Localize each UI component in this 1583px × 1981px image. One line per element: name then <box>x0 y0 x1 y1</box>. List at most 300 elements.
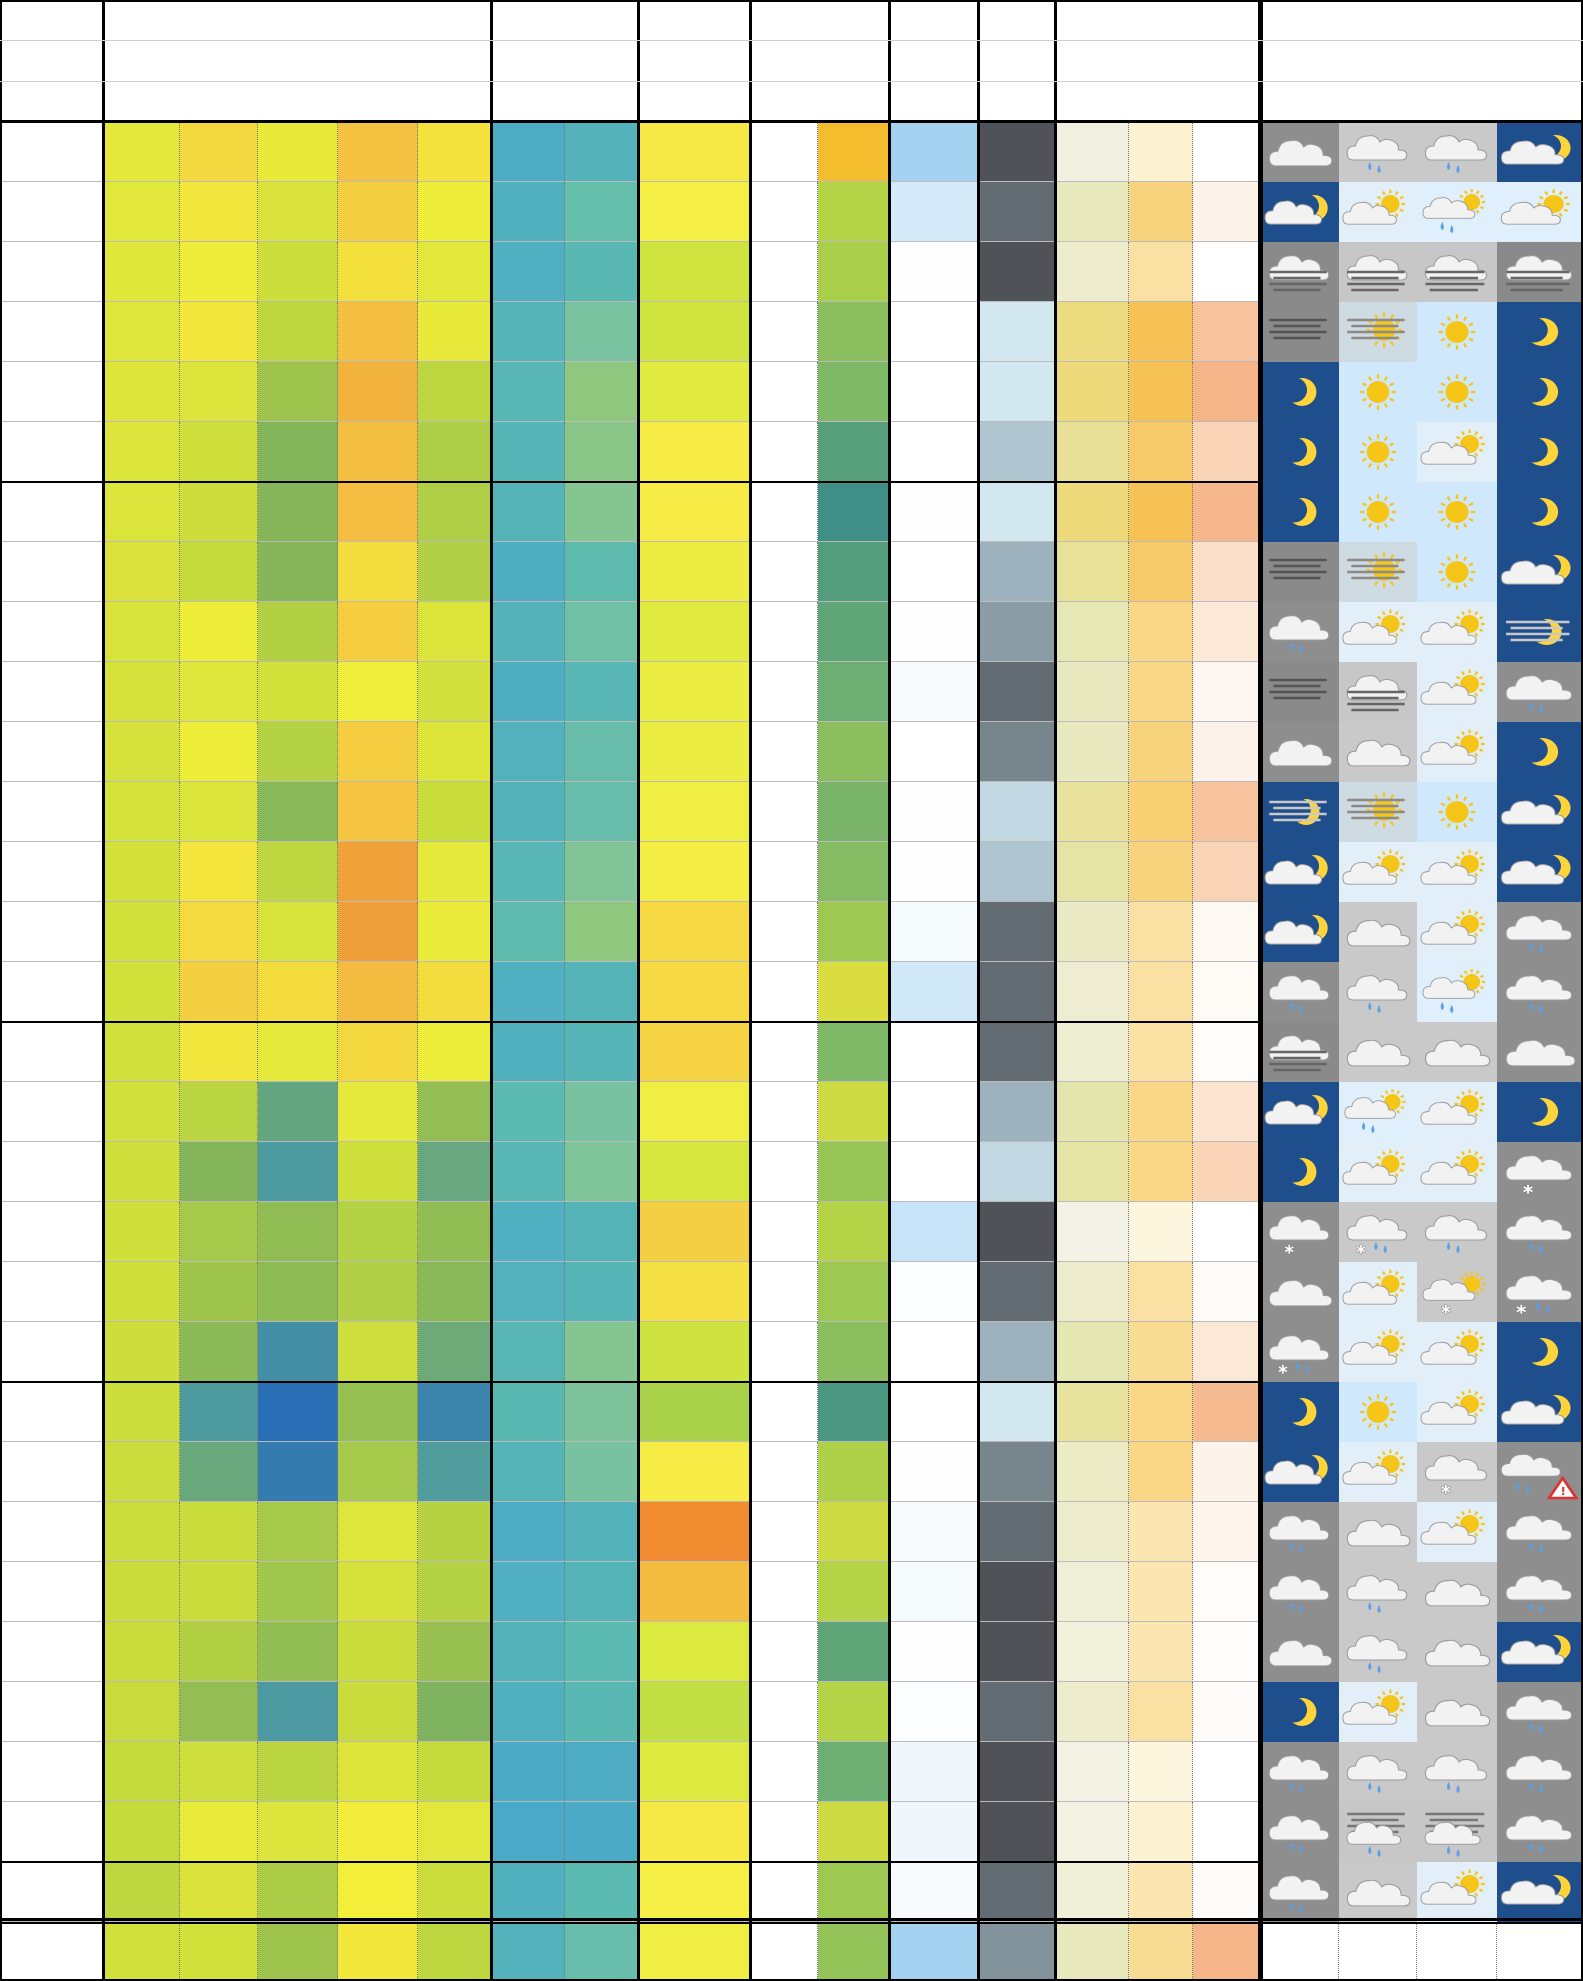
cell-temp-min <box>258 782 338 842</box>
cell-taupunkt <box>418 1622 491 1682</box>
cell-feuchte-mittel <box>491 242 565 302</box>
grid-line <box>888 0 891 1981</box>
cell-bewoelkung <box>978 1682 1055 1742</box>
summary-feuchte-mittel <box>491 1922 565 1981</box>
cell-sonne-dauer <box>1193 1622 1259 1682</box>
row-date <box>0 1682 103 1742</box>
cell-uv <box>1129 122 1193 182</box>
cloud-rain-icon <box>1261 1562 1339 1622</box>
cloud-rain-icon <box>1497 902 1583 962</box>
cloud-sun-icon <box>1417 1142 1497 1202</box>
cell-temp-min <box>258 1382 338 1442</box>
cell-temp-max <box>338 122 418 182</box>
header-bewoelkung <box>978 0 1055 40</box>
cell-temp-max <box>338 482 418 542</box>
cell-feuchte-mittel <box>491 482 565 542</box>
cell-taupunkt <box>418 902 491 962</box>
cell-niederschlag <box>889 782 978 842</box>
row-date <box>0 122 103 182</box>
row-date <box>0 602 103 662</box>
cell-sonne-dauer <box>1193 1382 1259 1442</box>
cell-luftdruck <box>638 1442 750 1502</box>
header-period-2 <box>1417 81 1497 121</box>
cell-reales-mittel <box>180 1802 258 1862</box>
grid-line <box>0 481 1259 483</box>
cloud-snow-icon <box>1417 1442 1497 1502</box>
cell-sonne-int <box>1055 1322 1129 1382</box>
cell-uv <box>1129 422 1193 482</box>
cell-temp-max <box>338 962 418 1022</box>
cloud-rain-icon <box>1339 1562 1417 1622</box>
cell-klimamittel <box>103 902 180 962</box>
header-sub-temp-min <box>258 40 338 81</box>
cloud-rain-icon <box>1261 962 1339 1022</box>
header-period-1 <box>1339 81 1417 121</box>
cell-feuchte-mittel <box>491 722 565 782</box>
svg-text:✱: ✱ <box>1440 1483 1452 1498</box>
cell-klimamittel <box>103 422 180 482</box>
cell-sonne-int <box>1055 1622 1129 1682</box>
fog-sun-icon <box>1339 782 1417 842</box>
grid-line <box>490 0 493 1981</box>
cell-boeen <box>818 362 889 422</box>
cell-sonne-int <box>1055 1502 1129 1562</box>
cell-feuchte-min <box>565 122 638 182</box>
cell-klimamittel <box>103 542 180 602</box>
row-date <box>0 962 103 1022</box>
cell-feuchte-min <box>565 362 638 422</box>
cell-uv <box>1129 1502 1193 1562</box>
cell-boeen <box>818 422 889 482</box>
fog-cloud-icon <box>1339 242 1417 302</box>
cell-klimamittel <box>103 1742 180 1802</box>
cell-klimamittel <box>103 1862 180 1922</box>
cell-sonne-dauer <box>1193 1442 1259 1502</box>
cell-temp-min <box>258 122 338 182</box>
cell-boeen <box>818 1262 889 1322</box>
cell-feuchte-mittel <box>491 1622 565 1682</box>
moon-icon <box>1497 362 1583 422</box>
cell-bewoelkung <box>978 1742 1055 1802</box>
cell-uv <box>1129 482 1193 542</box>
cell-boeen <box>818 1082 889 1142</box>
sun-icon <box>1339 482 1417 542</box>
header-unit-taupunkt <box>418 81 491 121</box>
cell-luftdruck <box>638 1682 750 1742</box>
moon-icon <box>1497 302 1583 362</box>
cell-feuchte-min <box>565 482 638 542</box>
cloud-rain-icon <box>1339 962 1417 1022</box>
row-date <box>0 902 103 962</box>
cell-boeen <box>818 1562 889 1622</box>
cloud-moon-icon <box>1497 122 1583 182</box>
cloud-moon-icon <box>1497 842 1583 902</box>
cell-feuchte-mittel <box>491 302 565 362</box>
cell-temp-max <box>338 1082 418 1142</box>
cell-uv <box>1129 902 1193 962</box>
cloud-sun-icon <box>1339 842 1417 902</box>
cell-boeen <box>818 782 889 842</box>
cell-niederschlag <box>889 1142 978 1202</box>
cell-luftdruck <box>638 902 750 962</box>
cell-niederschlag <box>889 1802 978 1862</box>
cell-feuchte-min <box>565 422 638 482</box>
cell-taupunkt <box>418 782 491 842</box>
header-unit-reales-mittel <box>180 81 258 121</box>
cell-taupunkt <box>418 1802 491 1862</box>
cell-bewoelkung <box>978 1322 1055 1382</box>
header-sub-sonne-int <box>1055 40 1129 81</box>
cell-sonne-int <box>1055 1262 1129 1322</box>
summary-temp-max <box>338 1922 418 1981</box>
cloud-sun-rain-icon <box>1417 962 1497 1022</box>
cell-sonne-dauer <box>1193 242 1259 302</box>
cell-sonne-int <box>1055 602 1129 662</box>
summary-niederschlag <box>889 1922 978 1981</box>
header-divider <box>0 40 1583 41</box>
fog-rain-icon <box>1339 1802 1417 1862</box>
grid-line <box>0 0 1583 2</box>
cloud-rain-icon <box>1497 1682 1583 1742</box>
cell-sonne-int <box>1055 722 1129 782</box>
cell-niederschlag <box>889 1262 978 1322</box>
cell-uv <box>1129 1142 1193 1202</box>
cell-reales-mittel <box>180 1682 258 1742</box>
cell-taupunkt <box>418 542 491 602</box>
fog-icon <box>1261 662 1339 722</box>
cell-temp-max <box>338 1382 418 1442</box>
cell-taupunkt <box>418 842 491 902</box>
cell-luftdruck <box>638 1142 750 1202</box>
row-date <box>0 422 103 482</box>
grid-line <box>977 0 980 1981</box>
cloud-sun-icon <box>1417 722 1497 782</box>
cloud-rain-icon <box>1417 1202 1497 1262</box>
cell-feuchte-min <box>565 842 638 902</box>
cell-temp-min <box>258 1622 338 1682</box>
cell-feuchte-min <box>565 182 638 242</box>
sun-icon <box>1417 542 1497 602</box>
cell-reales-mittel <box>180 1862 258 1922</box>
cell-taupunkt <box>418 482 491 542</box>
cell-sonne-int <box>1055 362 1129 422</box>
grid-line <box>749 0 752 1981</box>
header-unit-temp-min <box>258 81 338 121</box>
cloud-sun-icon <box>1417 842 1497 902</box>
row-date <box>0 1742 103 1802</box>
cell-reales-mittel <box>180 1742 258 1802</box>
sun-icon <box>1339 1382 1417 1442</box>
cloud-moon-icon <box>1261 842 1339 902</box>
cell-temp-max <box>338 242 418 302</box>
cell-wind-richtung <box>750 1142 818 1202</box>
cell-wind-richtung <box>750 362 818 422</box>
cloud-moon-icon <box>1497 1382 1583 1442</box>
cell-luftdruck <box>638 1862 750 1922</box>
cell-sonne-dauer <box>1193 662 1259 722</box>
row-date <box>0 1562 103 1622</box>
cell-sonne-dauer <box>1193 722 1259 782</box>
cloud-sun-icon <box>1417 662 1497 722</box>
cell-bewoelkung <box>978 482 1055 542</box>
row-date <box>0 1322 103 1382</box>
cloud-snow-rain-icon <box>1261 1322 1339 1382</box>
cell-bewoelkung <box>978 1382 1055 1442</box>
cloud-rain-icon <box>1497 1742 1583 1802</box>
cell-temp-max <box>338 662 418 722</box>
cell-klimamittel <box>103 1322 180 1382</box>
cell-taupunkt <box>418 1142 491 1202</box>
cell-klimamittel <box>103 1562 180 1622</box>
moon-icon <box>1497 1082 1583 1142</box>
cell-boeen <box>818 1322 889 1382</box>
summary-sonne-dauer <box>1193 1922 1259 1981</box>
cell-niederschlag <box>889 302 978 362</box>
cell-uv <box>1129 662 1193 722</box>
svg-text:✱: ✱ <box>1521 1182 1535 1198</box>
cell-reales-mittel <box>180 1562 258 1622</box>
cell-feuchte-min <box>565 1382 638 1442</box>
cell-wind-richtung <box>750 1622 818 1682</box>
grid-line <box>0 0 2 1981</box>
cell-feuchte-mittel <box>491 1202 565 1262</box>
cell-sonne-dauer <box>1193 542 1259 602</box>
summary-uv <box>1129 1922 1193 1981</box>
cell-feuchte-mittel <box>491 962 565 1022</box>
cell-feuchte-mittel <box>491 1322 565 1382</box>
cell-feuchte-min <box>565 542 638 602</box>
grid-line <box>0 120 1583 123</box>
cell-feuchte-min <box>565 1862 638 1922</box>
cell-bewoelkung <box>978 1022 1055 1082</box>
cell-sonne-dauer <box>1193 422 1259 482</box>
cell-temp-max <box>338 1742 418 1802</box>
summary-temp-min <box>258 1922 338 1981</box>
cell-feuchte-min <box>565 962 638 1022</box>
cell-wind-richtung <box>750 122 818 182</box>
cell-klimamittel <box>103 122 180 182</box>
cell-klimamittel <box>103 1142 180 1202</box>
cell-temp-min <box>258 1742 338 1802</box>
cell-temp-max <box>338 1622 418 1682</box>
header-sub-uv <box>1129 40 1193 81</box>
cell-niederschlag <box>889 602 978 662</box>
cloud-sun-icon <box>1339 182 1417 242</box>
cell-klimamittel <box>103 362 180 422</box>
cell-bewoelkung <box>978 962 1055 1022</box>
cell-taupunkt <box>418 1442 491 1502</box>
cell-temp-max <box>338 182 418 242</box>
cell-bewoelkung <box>978 242 1055 302</box>
cell-reales-mittel <box>180 1202 258 1262</box>
cell-sonne-dauer <box>1193 122 1259 182</box>
cell-reales-mittel <box>180 662 258 722</box>
cloud-rain-icon <box>1497 1202 1583 1262</box>
header-wind <box>750 0 889 40</box>
cell-temp-min <box>258 722 338 782</box>
cloud-snow-icon <box>1261 1202 1339 1262</box>
cell-bewoelkung <box>978 1802 1055 1862</box>
cloud-sun-icon <box>1339 1262 1417 1322</box>
cell-sonne-int <box>1055 242 1129 302</box>
cell-temp-min <box>258 1262 338 1322</box>
cell-luftdruck <box>638 842 750 902</box>
cell-feuchte-min <box>565 1322 638 1382</box>
cell-klimamittel <box>103 662 180 722</box>
cell-wind-richtung <box>750 1562 818 1622</box>
cell-niederschlag <box>889 1742 978 1802</box>
header-sub-reales-mittel <box>180 40 258 81</box>
fog-cloud-icon <box>1339 662 1417 722</box>
cell-wind-richtung <box>750 302 818 362</box>
cell-uv <box>1129 182 1193 242</box>
cloud-rain-icon <box>1497 1562 1583 1622</box>
cloud-moon-icon <box>1261 1442 1339 1502</box>
cell-niederschlag <box>889 962 978 1022</box>
cell-bewoelkung <box>978 542 1055 602</box>
cloud-icon <box>1261 1262 1339 1322</box>
summary-empty <box>1261 1922 1339 1981</box>
cell-feuchte-mittel <box>491 902 565 962</box>
cell-niederschlag <box>889 1562 978 1622</box>
cell-taupunkt <box>418 302 491 362</box>
cell-reales-mittel <box>180 602 258 662</box>
summary-empty <box>1417 1922 1497 1981</box>
cell-reales-mittel <box>180 1442 258 1502</box>
cell-bewoelkung <box>978 422 1055 482</box>
cloud-snow-sun-icon <box>1417 1262 1497 1322</box>
cell-sonne-int <box>1055 1802 1129 1862</box>
cell-temp-min <box>258 542 338 602</box>
row-date <box>0 1502 103 1562</box>
cell-temp-max <box>338 1682 418 1742</box>
cell-feuchte-min <box>565 302 638 362</box>
header-temperatur <box>103 0 491 40</box>
cell-feuchte-mittel <box>491 842 565 902</box>
cell-wind-richtung <box>750 722 818 782</box>
cell-bewoelkung <box>978 122 1055 182</box>
cell-taupunkt <box>418 182 491 242</box>
grid-line <box>0 1918 1583 1921</box>
cell-sonne-int <box>1055 1562 1129 1622</box>
cloud-snow-rain-icon <box>1339 1202 1417 1262</box>
svg-text:✱: ✱ <box>1277 1363 1289 1378</box>
cloud-sun-icon <box>1417 1082 1497 1142</box>
cell-niederschlag <box>889 1082 978 1142</box>
cell-klimamittel <box>103 602 180 662</box>
header-sub-boeen <box>818 40 889 81</box>
cell-feuchte-min <box>565 1022 638 1082</box>
cell-klimamittel <box>103 1262 180 1322</box>
cell-boeen <box>818 902 889 962</box>
cloud-icon <box>1417 1682 1497 1742</box>
cell-sonne-dauer <box>1193 182 1259 242</box>
cell-feuchte-min <box>565 1142 638 1202</box>
cell-temp-max <box>338 1442 418 1502</box>
fog-icon <box>1261 302 1339 362</box>
cloud-icon <box>1339 1022 1417 1082</box>
header-sub-wind-richtung <box>750 40 818 81</box>
cell-sonne-dauer <box>1193 1502 1259 1562</box>
cell-sonne-int <box>1055 182 1129 242</box>
cell-reales-mittel <box>180 1262 258 1322</box>
cell-feuchte-min <box>565 1502 638 1562</box>
cell-taupunkt <box>418 1742 491 1802</box>
row-date <box>0 1382 103 1442</box>
cell-feuchte-min <box>565 1262 638 1322</box>
moon-icon <box>1261 1682 1339 1742</box>
cell-temp-min <box>258 1322 338 1382</box>
cell-sonne-int <box>1055 1382 1129 1442</box>
cell-wind-richtung <box>750 1862 818 1922</box>
cell-bewoelkung <box>978 662 1055 722</box>
cell-taupunkt <box>418 1682 491 1742</box>
cell-feuchte-min <box>565 722 638 782</box>
cell-wind-richtung <box>750 902 818 962</box>
cell-wind-richtung <box>750 1382 818 1442</box>
cell-uv <box>1129 842 1193 902</box>
cell-feuchte-min <box>565 602 638 662</box>
cell-klimamittel <box>103 1202 180 1262</box>
cell-reales-mittel <box>180 1322 258 1382</box>
cell-temp-max <box>338 542 418 602</box>
cell-temp-max <box>338 1022 418 1082</box>
header-niederschlag <box>889 0 978 40</box>
cloud-moon-icon <box>1497 542 1583 602</box>
cell-uv <box>1129 1202 1193 1262</box>
fog-sun-icon <box>1339 542 1417 602</box>
header-period-3 <box>1497 81 1583 121</box>
cell-feuchte-mittel <box>491 1262 565 1322</box>
summary-empty <box>1497 1922 1583 1981</box>
cell-sonne-int <box>1055 1442 1129 1502</box>
cloud-sun-icon <box>1417 1382 1497 1442</box>
sun-icon <box>1417 362 1497 422</box>
row-date <box>0 1022 103 1082</box>
cell-wind-richtung <box>750 662 818 722</box>
cell-bewoelkung <box>978 782 1055 842</box>
summary-taupunkt <box>418 1922 491 1981</box>
cell-klimamittel <box>103 302 180 362</box>
grid-line <box>1260 0 1263 1981</box>
cell-luftdruck <box>638 602 750 662</box>
cell-wind-richtung <box>750 542 818 602</box>
cloud-rain-icon <box>1339 122 1417 182</box>
cell-luftdruck <box>638 782 750 842</box>
cell-uv <box>1129 1802 1193 1862</box>
cell-boeen <box>818 722 889 782</box>
cloud-moon-icon <box>1497 782 1583 842</box>
cell-feuchte-mittel <box>491 602 565 662</box>
summary-wind-richtung <box>750 1922 818 1981</box>
cell-boeen <box>818 182 889 242</box>
cell-sonne-dauer <box>1193 962 1259 1022</box>
cell-sonne-dauer <box>1193 1802 1259 1862</box>
cell-boeen <box>818 662 889 722</box>
moon-icon <box>1497 722 1583 782</box>
cell-reales-mittel <box>180 542 258 602</box>
cell-wind-richtung <box>750 482 818 542</box>
cloud-icon <box>1261 1622 1339 1682</box>
cell-boeen <box>818 1862 889 1922</box>
summary-bewoelkung <box>978 1922 1055 1981</box>
cell-sonne-dauer <box>1193 1742 1259 1802</box>
cell-temp-min <box>258 842 338 902</box>
row-date <box>0 1622 103 1682</box>
fog-cloud-icon <box>1261 242 1339 302</box>
cell-taupunkt <box>418 1202 491 1262</box>
cell-feuchte-mittel <box>491 1382 565 1442</box>
